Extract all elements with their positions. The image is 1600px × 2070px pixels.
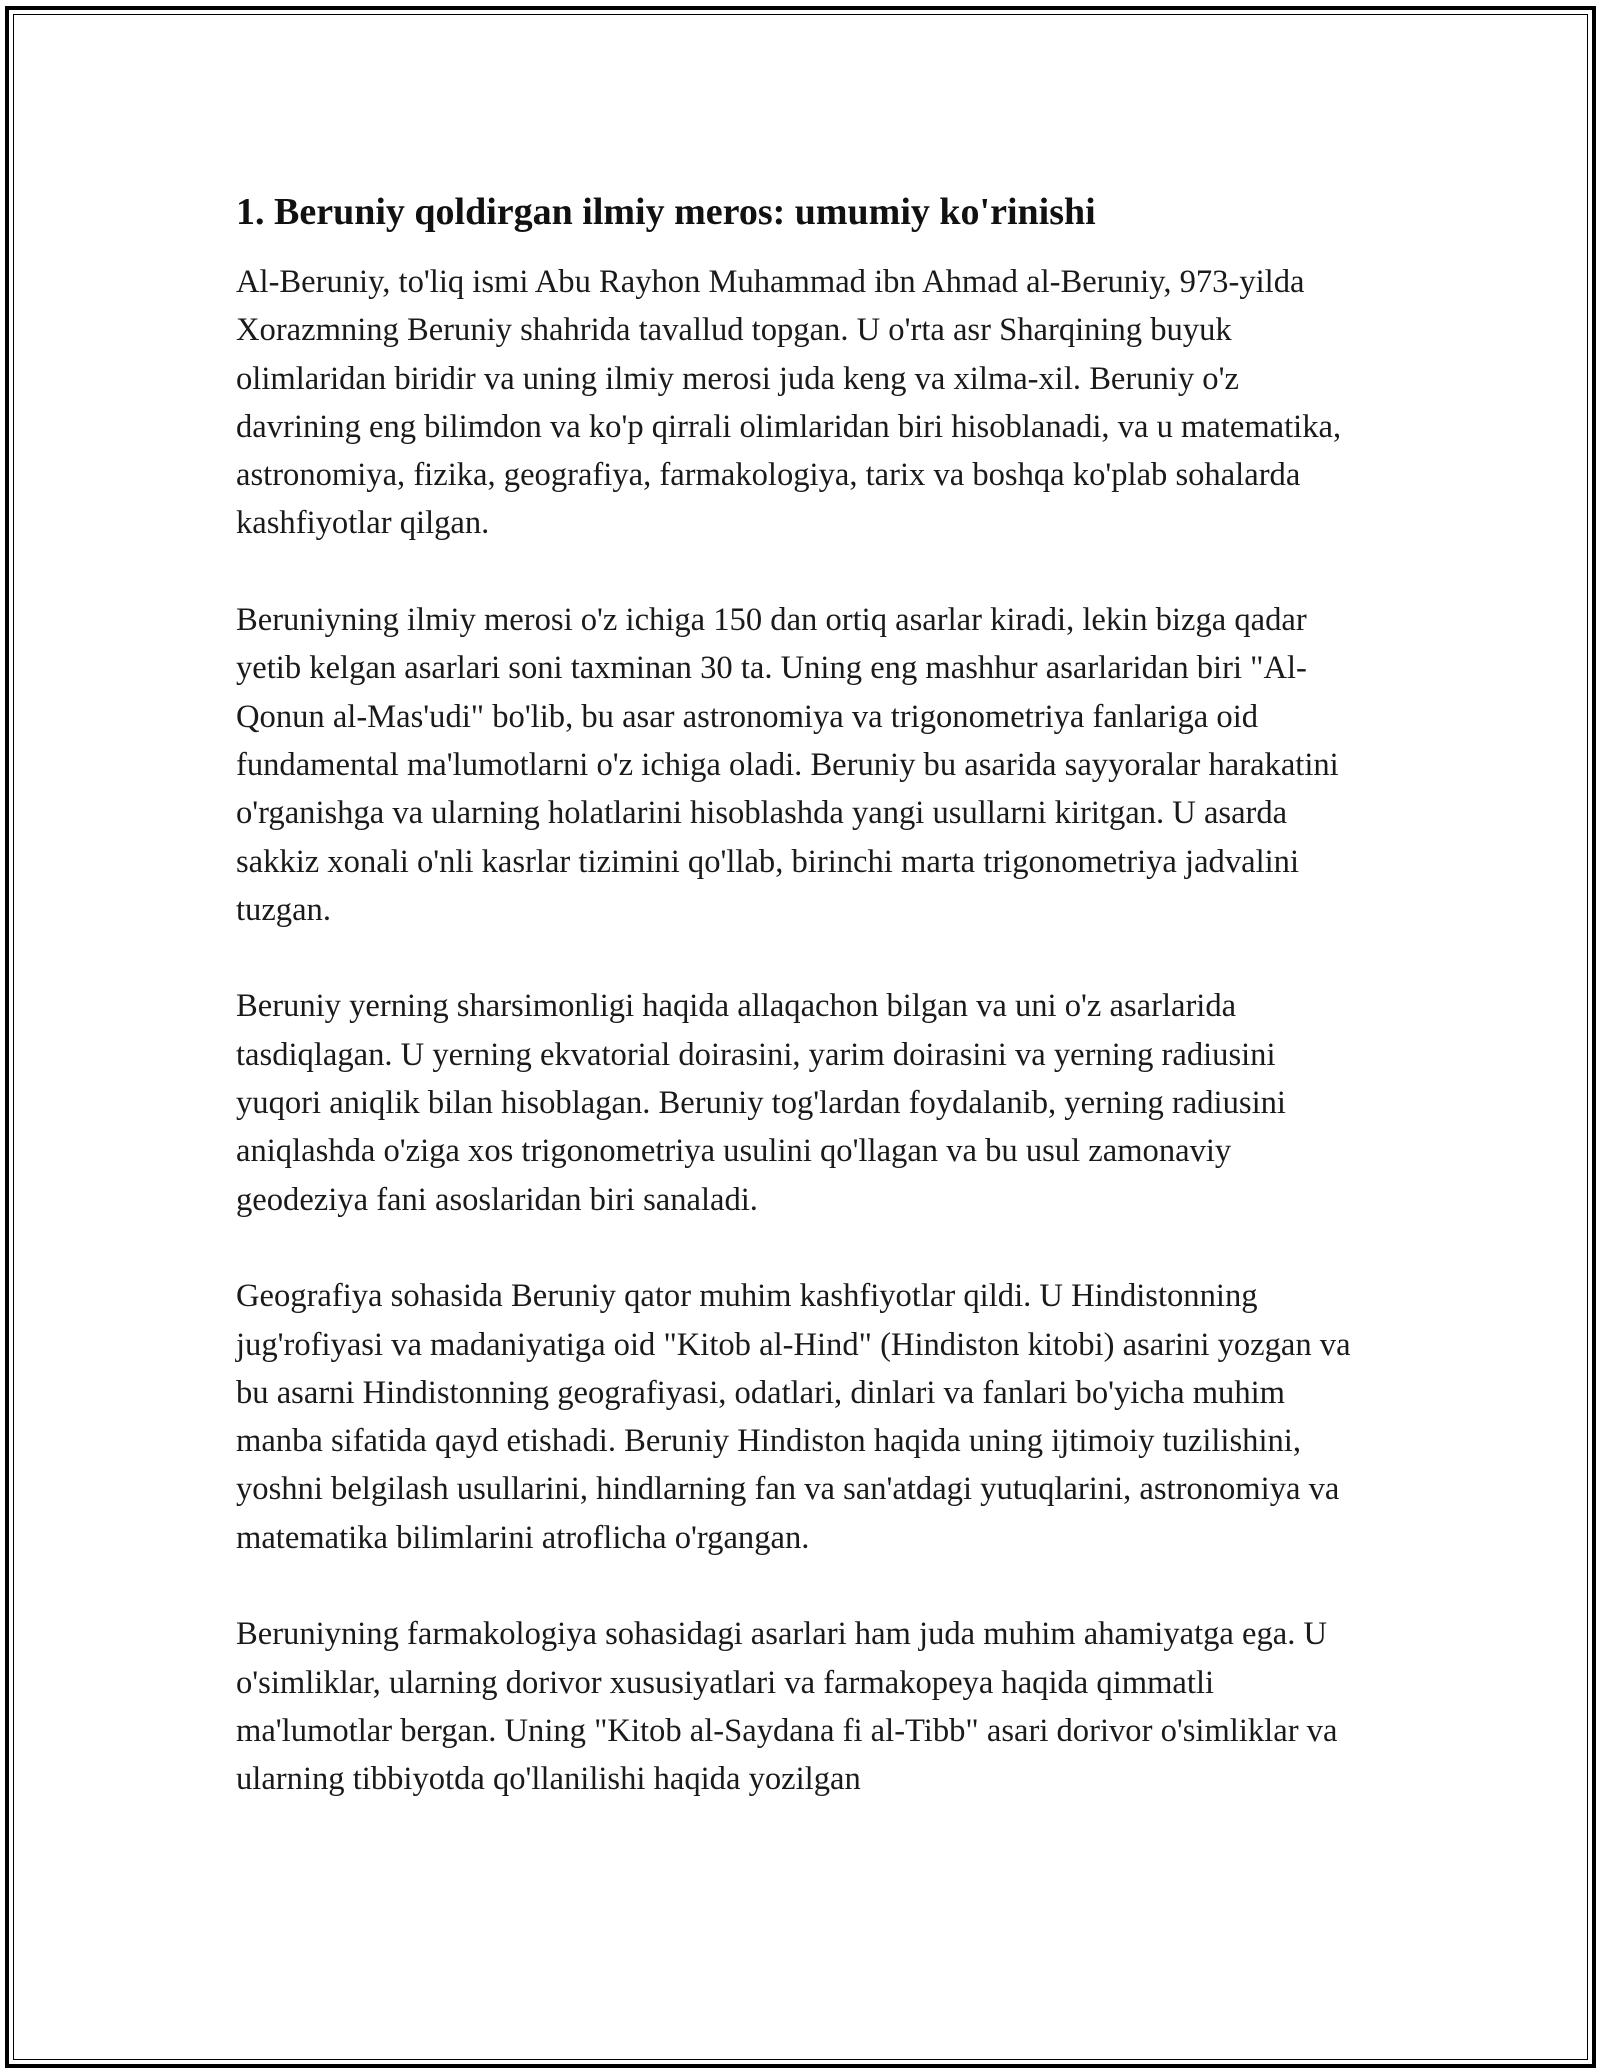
paragraph-earth: Beruniy yerning sharsimonligi haqida allaqachon bilgan va uni o'z asarlarida tasdiqlagan. U yerning ekvatorial doirasini, yarim doirasini va yerning radiusini yuqori aniqlik bilan hisoblagan. Beruniy tog'lardan foydalanib, yerning radiusini aniqlashda o'ziga xos trigonometriya usulini qo'llagan va bu usul zamonaviy geodeziya fani asoslaridan biri sanaladi. — [236, 988, 1286, 1218]
document-body — [236, 184, 1366, 1852]
paragraph-works: Beruniyning ilmiy merosi o'z ichiga 150 dan ortiq asarlar kiradi, lekin bizga qadar yetib kelgan asarlari soni taxminan 30 ta. Uning eng mashhur asarlaridan biri "Al-Qonun al-Mas'udi" bo'lib, bu asar astronomiya va trigonometriya fanlariga oid fundamental ma'lumotlarni o'z ichiga oladi. Beruniy bu asarida sayyoralar harakatini o'rganishga va ularning holatlarini hisoblashda yangi usullarni kiritgan. U asarda sakkiz xonali o'nli kasrlar tizimini qo'llab, birinchi marta trigonometriya jadvalini tuzgan. — [236, 602, 1339, 928]
paragraph-geography: Geografiya sohasida Beruniy qator muhim kashfiyotlar qildi. U Hindistonning jug'rofiyasi va madaniyatiga oid "Kitob al-Hind" (Hindiston kitobi) asarini yozgan va bu asarni Hindistonning geografiyasi, odatlari, dinlari va fanlari bo'yicha muhim manba sifatida qayd etishadi. Beruniy Hindiston haqida uning ijtimoiy tuzilishini, yoshni belgilash usullarini, hindlarning fan va san'atdagi yutuqlarini, astronomiya va matematika bilimlarini atroflicha o'rgangan. — [236, 1278, 1351, 1556]
section-heading: 1. Beruniy qoldirgan ilmiy meros: umumiy ko'rinishi — [236, 191, 1096, 233]
paragraph-intro: Al-Beruniy, to'liq ismi Abu Rayhon Muhammad ibn Ahmad al-Beruniy, 973-yilda Xorazmning Beruniy shahrida tavallud topgan. U o'rta asr Sharqining buyuk olimlaridan biridir va uning ilmiy merosi juda keng va xilma-xil. Beruniy o'z davrining eng bilimdon va ko'p qirrali olimlaridan biri hisoblanadi, va u matematika, astronomiya, fizika, geografiya, farmakologiya, tarix va boshqa ko'plab sohalarda kashfiyotlar qilgan. — [236, 264, 1342, 542]
paragraph-pharmacology: Beruniyning farmakologiya sohasidagi asarlari ham juda muhim ahamiyatga ega. U o'simliklar, ularning dorivor xususiyatlari va farmakopeya haqida qimmatli ma'lumotlar bergan. Uning "Kitob al-Saydana fi al-Tibb" asari dorivor o'simliklar va ularning tibbiyotda qo'llanilishi haqida yozilgan — [236, 1616, 1338, 1798]
